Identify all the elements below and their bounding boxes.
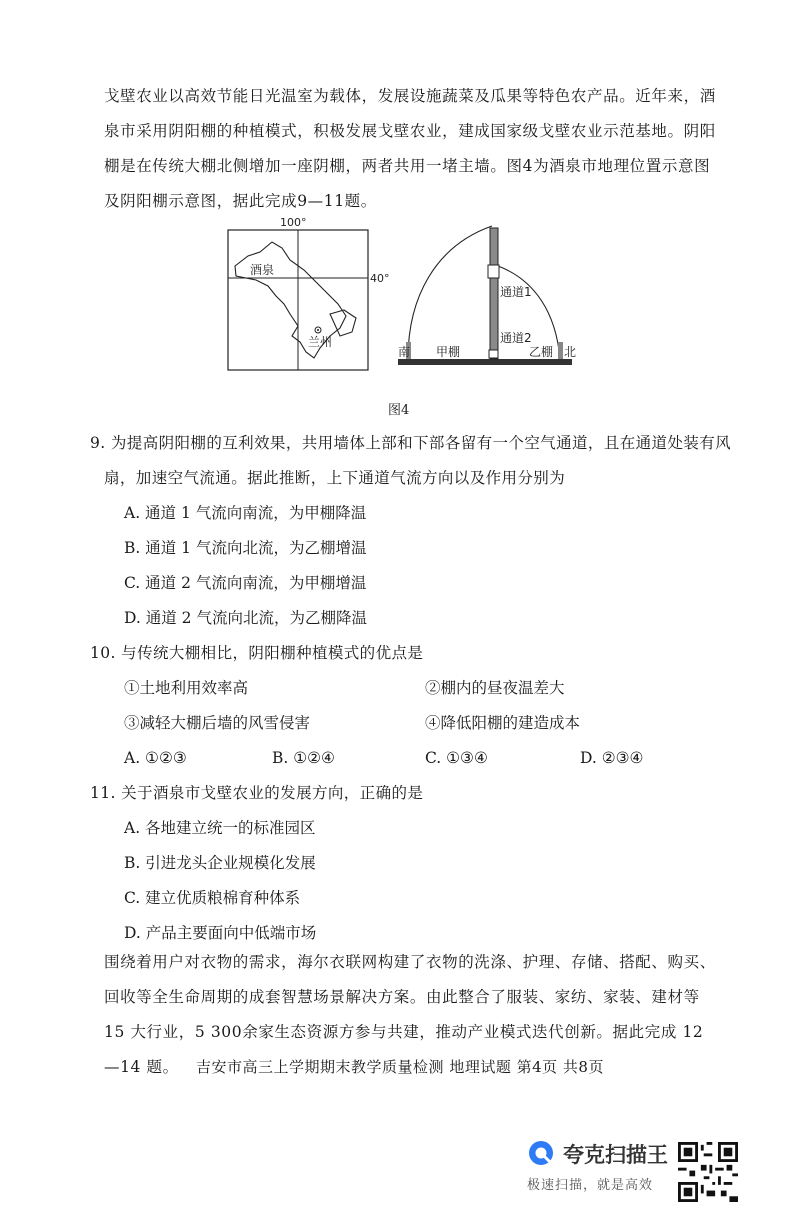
ground bbox=[398, 359, 572, 365]
greenhouse-diagram bbox=[398, 226, 576, 365]
quark-logo-icon bbox=[527, 1139, 555, 1167]
north-post bbox=[558, 342, 563, 359]
q9-stem-line1: 9. 为提高阴阳棚的互利效果，共用墙体上部和下部各留有一个空气通道，且在通道处装有风 bbox=[90, 434, 732, 452]
sunny-shed-roof bbox=[408, 226, 492, 359]
q10-statement-3: ③减轻大棚后墙的风雪侵害 bbox=[124, 714, 311, 732]
passage-2-box bbox=[489, 350, 498, 358]
lanzhou-label: 兰州 bbox=[308, 335, 333, 349]
q10-statement-1: ①土地利用效率高 bbox=[124, 679, 249, 697]
q11-option-b: B. 引进龙头企业规模化发展 bbox=[124, 854, 316, 872]
shed-b-label: 乙棚 bbox=[529, 345, 554, 359]
figure-4 bbox=[220, 218, 580, 378]
shed-a-label: 甲棚 bbox=[436, 345, 461, 359]
q10-option-d: D. ②③④ bbox=[580, 749, 644, 767]
q9-option-b: B. 通道 1 气流向北流，为乙棚增温 bbox=[124, 539, 367, 557]
qr-code-icon bbox=[678, 1142, 738, 1202]
intro-paragraph: 戈壁农业以高效节能日光温室为载体，发展设施蔬菜及瓜果等特色农产品。近年来，酒泉市采用阴阳棚的种植模式，积极发展戈壁农业，建成国家级戈壁农业示范基地。阴阳棚是在传统大棚北侧增加一座阴棚，两者共用一堵主墙。图4为酒泉市地理位置示意图及阴阳棚示意图，据此完成9—11题。 bbox=[104, 87, 716, 210]
closing-paragraph: 围绕着用户对衣物的需求，海尔衣联网构建了衣物的洗涤、护理、存储、搭配、购买、回收等全生命周期的成套智慧场景解决方案。由此整合了服装、家纺、家装、建材等 15 大行业，5 300余家生态资源方参与共建，推动产业模式迭代创新。据此完成 12—14 题。 bbox=[104, 953, 716, 1076]
passage-2-label: 通道2 bbox=[500, 331, 532, 345]
jiuquan-label: 酒泉 bbox=[250, 263, 275, 277]
gansu-province-outline bbox=[235, 242, 356, 358]
location-map bbox=[228, 218, 390, 370]
q10-statement-2: ②棚内的昼夜温差大 bbox=[425, 679, 565, 697]
north-label: 北 bbox=[564, 345, 577, 359]
q11-option-c: C. 建立优质粮棉育种体系 bbox=[124, 889, 301, 907]
q9-option-c: C. 通道 2 气流向南流，为甲棚增温 bbox=[124, 574, 367, 592]
shared-wall bbox=[490, 228, 498, 359]
q9-stem-line2: 扇，加速空气流通。据此推断，上下通道气流方向以及作用分别为 bbox=[104, 469, 566, 487]
q10-stem: 10. 与传统大棚相比，阴阳棚种植模式的优点是 bbox=[90, 644, 424, 662]
q10-statement-4: ④降低阳棚的建造成本 bbox=[425, 714, 581, 732]
passage-1-box bbox=[488, 265, 499, 278]
q11-stem: 11. 关于酒泉市戈壁农业的发展方向，正确的是 bbox=[90, 784, 424, 802]
q10-option-c: C. ①③④ bbox=[425, 749, 488, 767]
latitude-label: 40° bbox=[370, 272, 390, 285]
south-label: 南 bbox=[398, 345, 411, 359]
q9-option-d: D. 通道 2 气流向北流，为乙棚降温 bbox=[124, 609, 367, 627]
page-footer: 吉安市高三上学期期末教学质量检测 地理试题 第4页 共8页 bbox=[196, 1058, 604, 1076]
figure-caption: 图4 bbox=[388, 403, 410, 418]
longitude-label: 100° bbox=[280, 218, 307, 229]
q11-option-a: A. 各地建立统一的标准园区 bbox=[124, 819, 316, 837]
scanner-brand-name: 夸克扫描王 bbox=[563, 1143, 668, 1167]
q10-option-b: B. ①②④ bbox=[272, 749, 335, 767]
passage-1-label: 通道1 bbox=[500, 285, 532, 299]
q9-option-a: A. 通道 1 气流向南流，为甲棚降温 bbox=[124, 504, 367, 522]
q10-option-a: A. ①②③ bbox=[124, 749, 187, 767]
scanner-slogan: 极速扫描，就是高效 bbox=[527, 1178, 654, 1193]
q11-option-d: D. 产品主要面向中低端市场 bbox=[124, 924, 317, 942]
